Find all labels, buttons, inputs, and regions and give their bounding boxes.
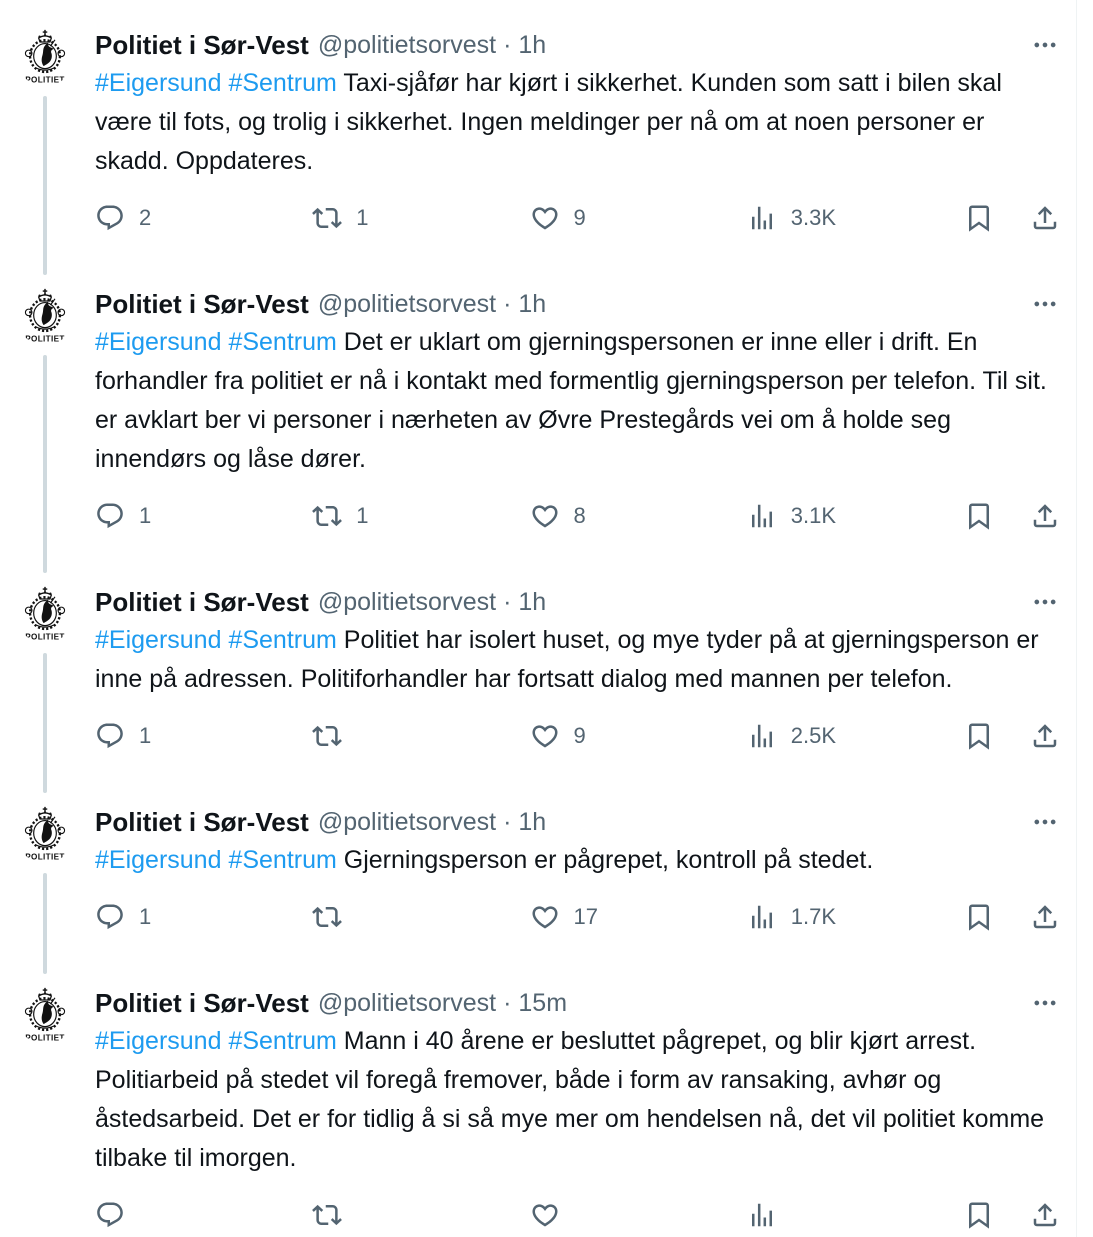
display-name[interactable]: Politiet i Sør-Vest: [95, 806, 309, 837]
tweet-actions: [95, 719, 1060, 753]
more-button[interactable]: [1030, 587, 1060, 617]
share-button[interactable]: [1030, 902, 1060, 932]
tweet-text: [95, 1022, 1060, 1178]
tweet-content: [95, 805, 1060, 974]
repost-icon: [312, 721, 342, 751]
avatar[interactable]: [16, 986, 74, 1044]
police-crest-logo: [16, 986, 74, 1044]
bookmark-button[interactable]: [964, 1200, 994, 1230]
tweet-text: [95, 621, 1060, 699]
repost-icon: [312, 1200, 342, 1230]
views-icon: [747, 721, 777, 751]
dot-separator: ·: [503, 587, 512, 616]
svg-text:POLITIET: POLITIET: [25, 334, 65, 344]
bookmark-icon: [964, 501, 994, 531]
like-icon: [530, 902, 560, 932]
share-icon: [1030, 902, 1060, 932]
like-icon: [530, 1200, 560, 1230]
tweet-text: [95, 841, 1060, 880]
bookmark-icon: [964, 721, 994, 751]
like-button[interactable]: [530, 721, 747, 751]
like-button[interactable]: [530, 203, 747, 233]
views-count: 2.5K: [790, 723, 837, 748]
avatar-column: [10, 986, 80, 1237]
more-icon: [1031, 808, 1059, 836]
hashtag-link[interactable]: #Eigersund: [95, 846, 222, 874]
like-button[interactable]: [530, 501, 747, 531]
display-name[interactable]: Politiet i Sør-Vest: [95, 288, 309, 319]
more-icon: [1031, 989, 1059, 1017]
hashtag-link[interactable]: #Sentrum: [228, 1027, 337, 1055]
more-button[interactable]: [1030, 807, 1060, 837]
dot-separator: ·: [503, 289, 512, 318]
views-count: 3.1K: [790, 503, 837, 528]
like-count: 17: [573, 904, 598, 929]
avatar-column: [10, 28, 80, 275]
tweet-actions: [95, 499, 1060, 533]
tweet[interactable]: [0, 16, 1076, 275]
views-button[interactable]: [747, 501, 964, 531]
hashtag-link[interactable]: #Eigersund: [95, 626, 222, 654]
bookmark-button[interactable]: [964, 721, 994, 751]
reply-button[interactable]: [95, 902, 312, 932]
views-icon: [747, 1200, 777, 1230]
display-name[interactable]: Politiet i Sør-Vest: [95, 29, 309, 60]
more-button[interactable]: [1030, 988, 1060, 1018]
share-icon: [1030, 1200, 1060, 1230]
thread-line: [43, 873, 47, 974]
user-handle[interactable]: @politietsorvest: [317, 289, 497, 318]
thread-line: [43, 355, 47, 573]
avatar[interactable]: [16, 28, 74, 86]
more-icon: [1031, 588, 1059, 616]
views-button[interactable]: [747, 1200, 964, 1230]
tweet-text-body: Politiet har isolert huset, og mye tyder på at gjerningsperson er inne på adressen. Politiforhandler har fortsatt dialog med mannen per telefon.: [95, 626, 1039, 693]
views-icon: [747, 501, 777, 531]
more-button[interactable]: [1030, 30, 1060, 60]
like-icon: [530, 721, 560, 751]
more-icon: [1031, 290, 1059, 318]
reply-count: 1: [139, 723, 152, 748]
tweet-text-body: Mann i 40 årene er besluttet pågrepet, og blir kjørt arrest. Politiarbeid på stedet vil foregå fremover, både i form av ransaking, avhør og åstedsarbeid. Det er for tidlig å si så mye mer om hendelsen nå, det vil politiet komme tilbake til imorgen.: [95, 1027, 1045, 1172]
reply-icon: [95, 1200, 125, 1230]
svg-text:POLITIET: POLITIET: [25, 632, 65, 642]
police-crest-logo: [16, 585, 74, 643]
views-icon: [747, 902, 777, 932]
repost-icon: [312, 501, 342, 531]
views-button[interactable]: [747, 203, 964, 233]
dot-separator: ·: [503, 988, 512, 1017]
reply-count: 2: [139, 205, 152, 230]
tweet-actions: [95, 1198, 1060, 1232]
police-crest-logo: [16, 28, 74, 86]
repost-button[interactable]: [312, 203, 529, 233]
tweet-text: [95, 64, 1060, 181]
bookmark-icon: [964, 203, 994, 233]
thread-line: [43, 653, 47, 793]
tweet[interactable]: [0, 974, 1076, 1237]
bookmark-button[interactable]: [964, 902, 994, 932]
repost-button[interactable]: [312, 902, 529, 932]
police-crest-logo: [16, 805, 74, 863]
bookmark-icon: [964, 902, 994, 932]
reply-icon: [95, 203, 125, 233]
share-button[interactable]: [1030, 1200, 1060, 1230]
reply-count: 1: [139, 503, 152, 528]
reply-icon: [95, 902, 125, 932]
tweet[interactable]: [0, 793, 1076, 974]
tweet-actions: [95, 900, 1060, 934]
repost-button[interactable]: [312, 1200, 529, 1230]
avatar[interactable]: [16, 287, 74, 345]
like-count: 9: [573, 723, 586, 748]
repost-button[interactable]: [312, 721, 529, 751]
avatar-column: [10, 287, 80, 573]
hashtag-link[interactable]: #Eigersund: [95, 69, 222, 97]
tweet[interactable]: [0, 573, 1076, 793]
repost-icon: [312, 902, 342, 932]
user-handle[interactable]: @politietsorvest: [317, 587, 497, 616]
tweet-header: [95, 28, 1060, 62]
tweet-content: [95, 585, 1060, 793]
share-icon: [1030, 203, 1060, 233]
timestamp[interactable]: 1h: [518, 289, 547, 318]
user-handle[interactable]: @politietsorvest: [317, 988, 497, 1017]
hashtag-link[interactable]: #Eigersund: [95, 1027, 222, 1055]
views-icon: [747, 203, 777, 233]
user-handle[interactable]: @politietsorvest: [317, 30, 497, 59]
repost-count: 1: [356, 205, 369, 230]
tweet-header: [95, 585, 1060, 619]
like-count: 8: [573, 503, 586, 528]
display-name[interactable]: Politiet i Sør-Vest: [95, 586, 309, 617]
more-button[interactable]: [1030, 289, 1060, 319]
like-button[interactable]: [530, 902, 747, 932]
tweet[interactable]: [0, 275, 1076, 573]
tweet-text-body: Det er uklart om gjerningspersonen er inne eller i drift. En forhandler fra politiet er nå i kontakt med formentlig gjerningsperson per telefon. Til sit. er avklart ber vi personer i nærheten av Øvre Prestegårds vei om å holde seg innendørs og låse dører.: [95, 328, 1047, 473]
avatar[interactable]: [16, 805, 74, 863]
tweet-content: [95, 28, 1060, 275]
like-icon: [530, 203, 560, 233]
share-button[interactable]: [1030, 721, 1060, 751]
reply-button[interactable]: [95, 501, 312, 531]
tweet-actions: [95, 201, 1060, 235]
timestamp[interactable]: 1h: [518, 30, 547, 59]
tweet-header: [95, 287, 1060, 321]
police-crest-logo: [16, 287, 74, 345]
reply-button[interactable]: [95, 203, 312, 233]
views-button[interactable]: [747, 902, 964, 932]
share-icon: [1030, 721, 1060, 751]
timestamp[interactable]: 1h: [518, 587, 547, 616]
repost-icon: [312, 203, 342, 233]
hashtag-link[interactable]: #Sentrum: [228, 328, 337, 356]
hashtag-link[interactable]: #Eigersund: [95, 328, 222, 356]
reply-icon: [95, 721, 125, 751]
dot-separator: ·: [503, 30, 512, 59]
svg-text:POLITIET: POLITIET: [25, 1033, 65, 1043]
tweet-header: [95, 986, 1060, 1020]
like-count: 9: [573, 205, 586, 230]
share-button[interactable]: [1030, 203, 1060, 233]
avatar-column: [10, 805, 80, 974]
repost-button[interactable]: [312, 501, 529, 531]
views-count: 1.7K: [790, 904, 837, 929]
display-name[interactable]: Politiet i Sør-Vest: [95, 987, 309, 1018]
tweet-text-body: Taxi-sjåfør har kjørt i sikkerhet. Kunden som satt i bilen skal være til fots, og trolig i sikkerhet. Ingen meldinger per nå om at noen personer er skadd. Oppdateres.: [95, 69, 1002, 175]
reply-count: 1: [139, 904, 152, 929]
reply-icon: [95, 501, 125, 531]
more-icon: [1031, 31, 1059, 59]
repost-count: 1: [356, 503, 369, 528]
avatar-column: [10, 585, 80, 793]
like-icon: [530, 501, 560, 531]
share-button[interactable]: [1030, 501, 1060, 531]
tweet-header: [95, 805, 1060, 839]
views-button[interactable]: [747, 721, 964, 751]
hashtag-link[interactable]: #Sentrum: [228, 69, 337, 97]
timestamp[interactable]: 15m: [518, 988, 568, 1017]
hashtag-link[interactable]: #Sentrum: [228, 626, 337, 654]
svg-text:POLITIET: POLITIET: [25, 75, 65, 85]
share-icon: [1030, 501, 1060, 531]
bookmark-button[interactable]: [964, 203, 994, 233]
avatar[interactable]: [16, 585, 74, 643]
tweet-content: [95, 287, 1060, 573]
like-button[interactable]: [530, 1200, 747, 1230]
views-count: 3.3K: [790, 205, 837, 230]
reply-button[interactable]: [95, 721, 312, 751]
svg-text:POLITIET: POLITIET: [25, 852, 65, 862]
thread-line: [43, 96, 47, 275]
bookmark-button[interactable]: [964, 501, 994, 531]
timestamp[interactable]: 1h: [518, 807, 547, 836]
tweet-content: [95, 986, 1060, 1237]
user-handle[interactable]: @politietsorvest: [317, 807, 497, 836]
bookmark-icon: [964, 1200, 994, 1230]
dot-separator: ·: [503, 807, 512, 836]
tweet-text: [95, 323, 1060, 479]
hashtag-link[interactable]: #Sentrum: [228, 846, 337, 874]
tweet-text-body: Gjerningsperson er pågrepet, kontroll på stedet.: [343, 846, 874, 874]
reply-button[interactable]: [95, 1200, 312, 1230]
